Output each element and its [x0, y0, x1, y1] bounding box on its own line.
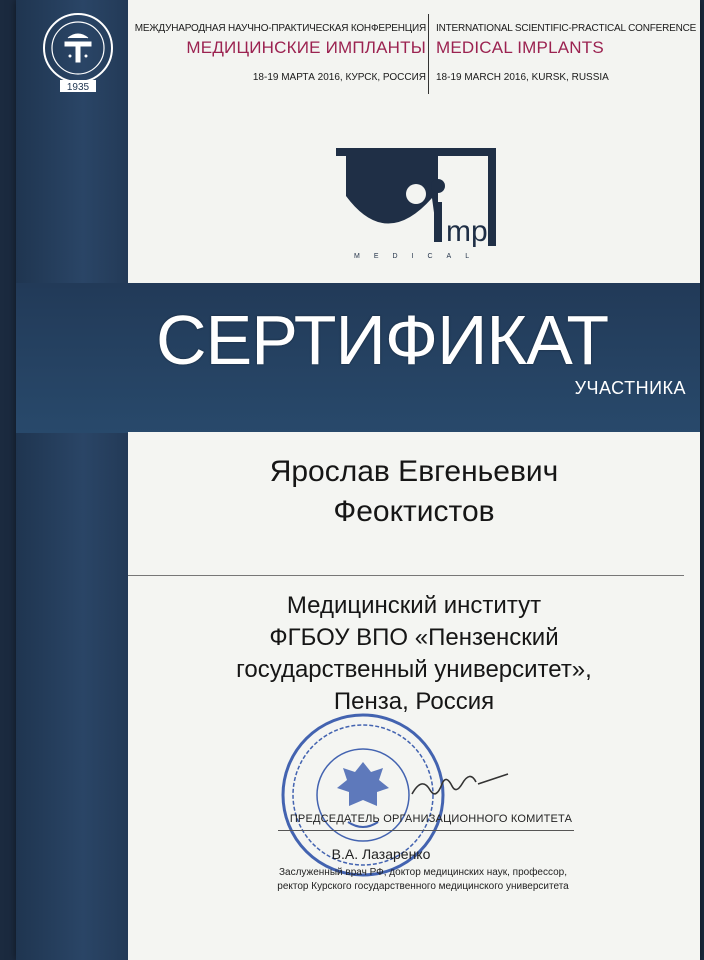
header-right-title: MEDICAL IMPLANTS [436, 38, 604, 57]
institution-line-2: ФГБОУ ВПО «Пензенский [269, 624, 559, 651]
logo-subtext: MEDICAL [354, 253, 484, 260]
institution-line-4: Пенза, Россия [333, 688, 495, 715]
header-russian [126, 23, 426, 83]
header-right-subtitle: INTERNATIONAL SCIENTIFIC-PRACTICAL CONFERENCE [436, 23, 697, 34]
handwritten-signature [408, 756, 518, 806]
header-left-subtitle: МЕЖДУНАРОДНАЯ НАУЧНО-ПРАКТИЧЕСКАЯ КОНФЕРЕНЦИЯ [134, 23, 426, 34]
committee-chair-role: ПРЕДСЕДАТЕЛЬ ОРГАНИЗАЦИОННОГО КОМИТЕТА [289, 813, 573, 825]
institution-block [128, 590, 700, 718]
signer-credentials [238, 866, 608, 894]
signer-credentials-line-2: ректор Курского государственного медицинского университета [277, 881, 569, 892]
certificate-subtitle: УЧАСТНИКА [574, 378, 686, 398]
header-right-date: 18-19 MARCH 2016, KURSK, RUSSIA [436, 72, 609, 83]
recipient-first-name: Ярослав Евгеньевич [269, 455, 559, 488]
header-divider [428, 14, 429, 94]
header-english [436, 23, 700, 83]
certificate-title: СЕРТИФИКАТ [156, 301, 609, 379]
signer-credentials-line-1: Заслуженный врач РФ, доктор медицинских наук, профессор, [278, 867, 568, 878]
recipient-last-name: Феоктистов [333, 495, 495, 528]
recipient-name [128, 452, 700, 532]
emblem-year: 1935 [66, 82, 90, 93]
institution-line-3: государственный университет», [236, 656, 592, 683]
conference-logo [306, 140, 516, 270]
header-left-date: 18-19 МАРТА 2016, КУРСК, РОССИЯ [252, 72, 426, 83]
divider-rule [128, 575, 684, 576]
header-left-title: МЕДИЦИНСКИЕ ИМПЛАНТЫ [186, 38, 426, 57]
institution-line-1: Медицинский институт [286, 592, 542, 619]
logo-text: mpl [446, 215, 495, 248]
left-sidebar-stripe [16, 0, 128, 960]
signature-line [278, 830, 574, 831]
signer-name: В.А. Лазаренко [331, 846, 431, 862]
university-emblem-icon [38, 10, 118, 94]
certificate-page [16, 0, 700, 960]
